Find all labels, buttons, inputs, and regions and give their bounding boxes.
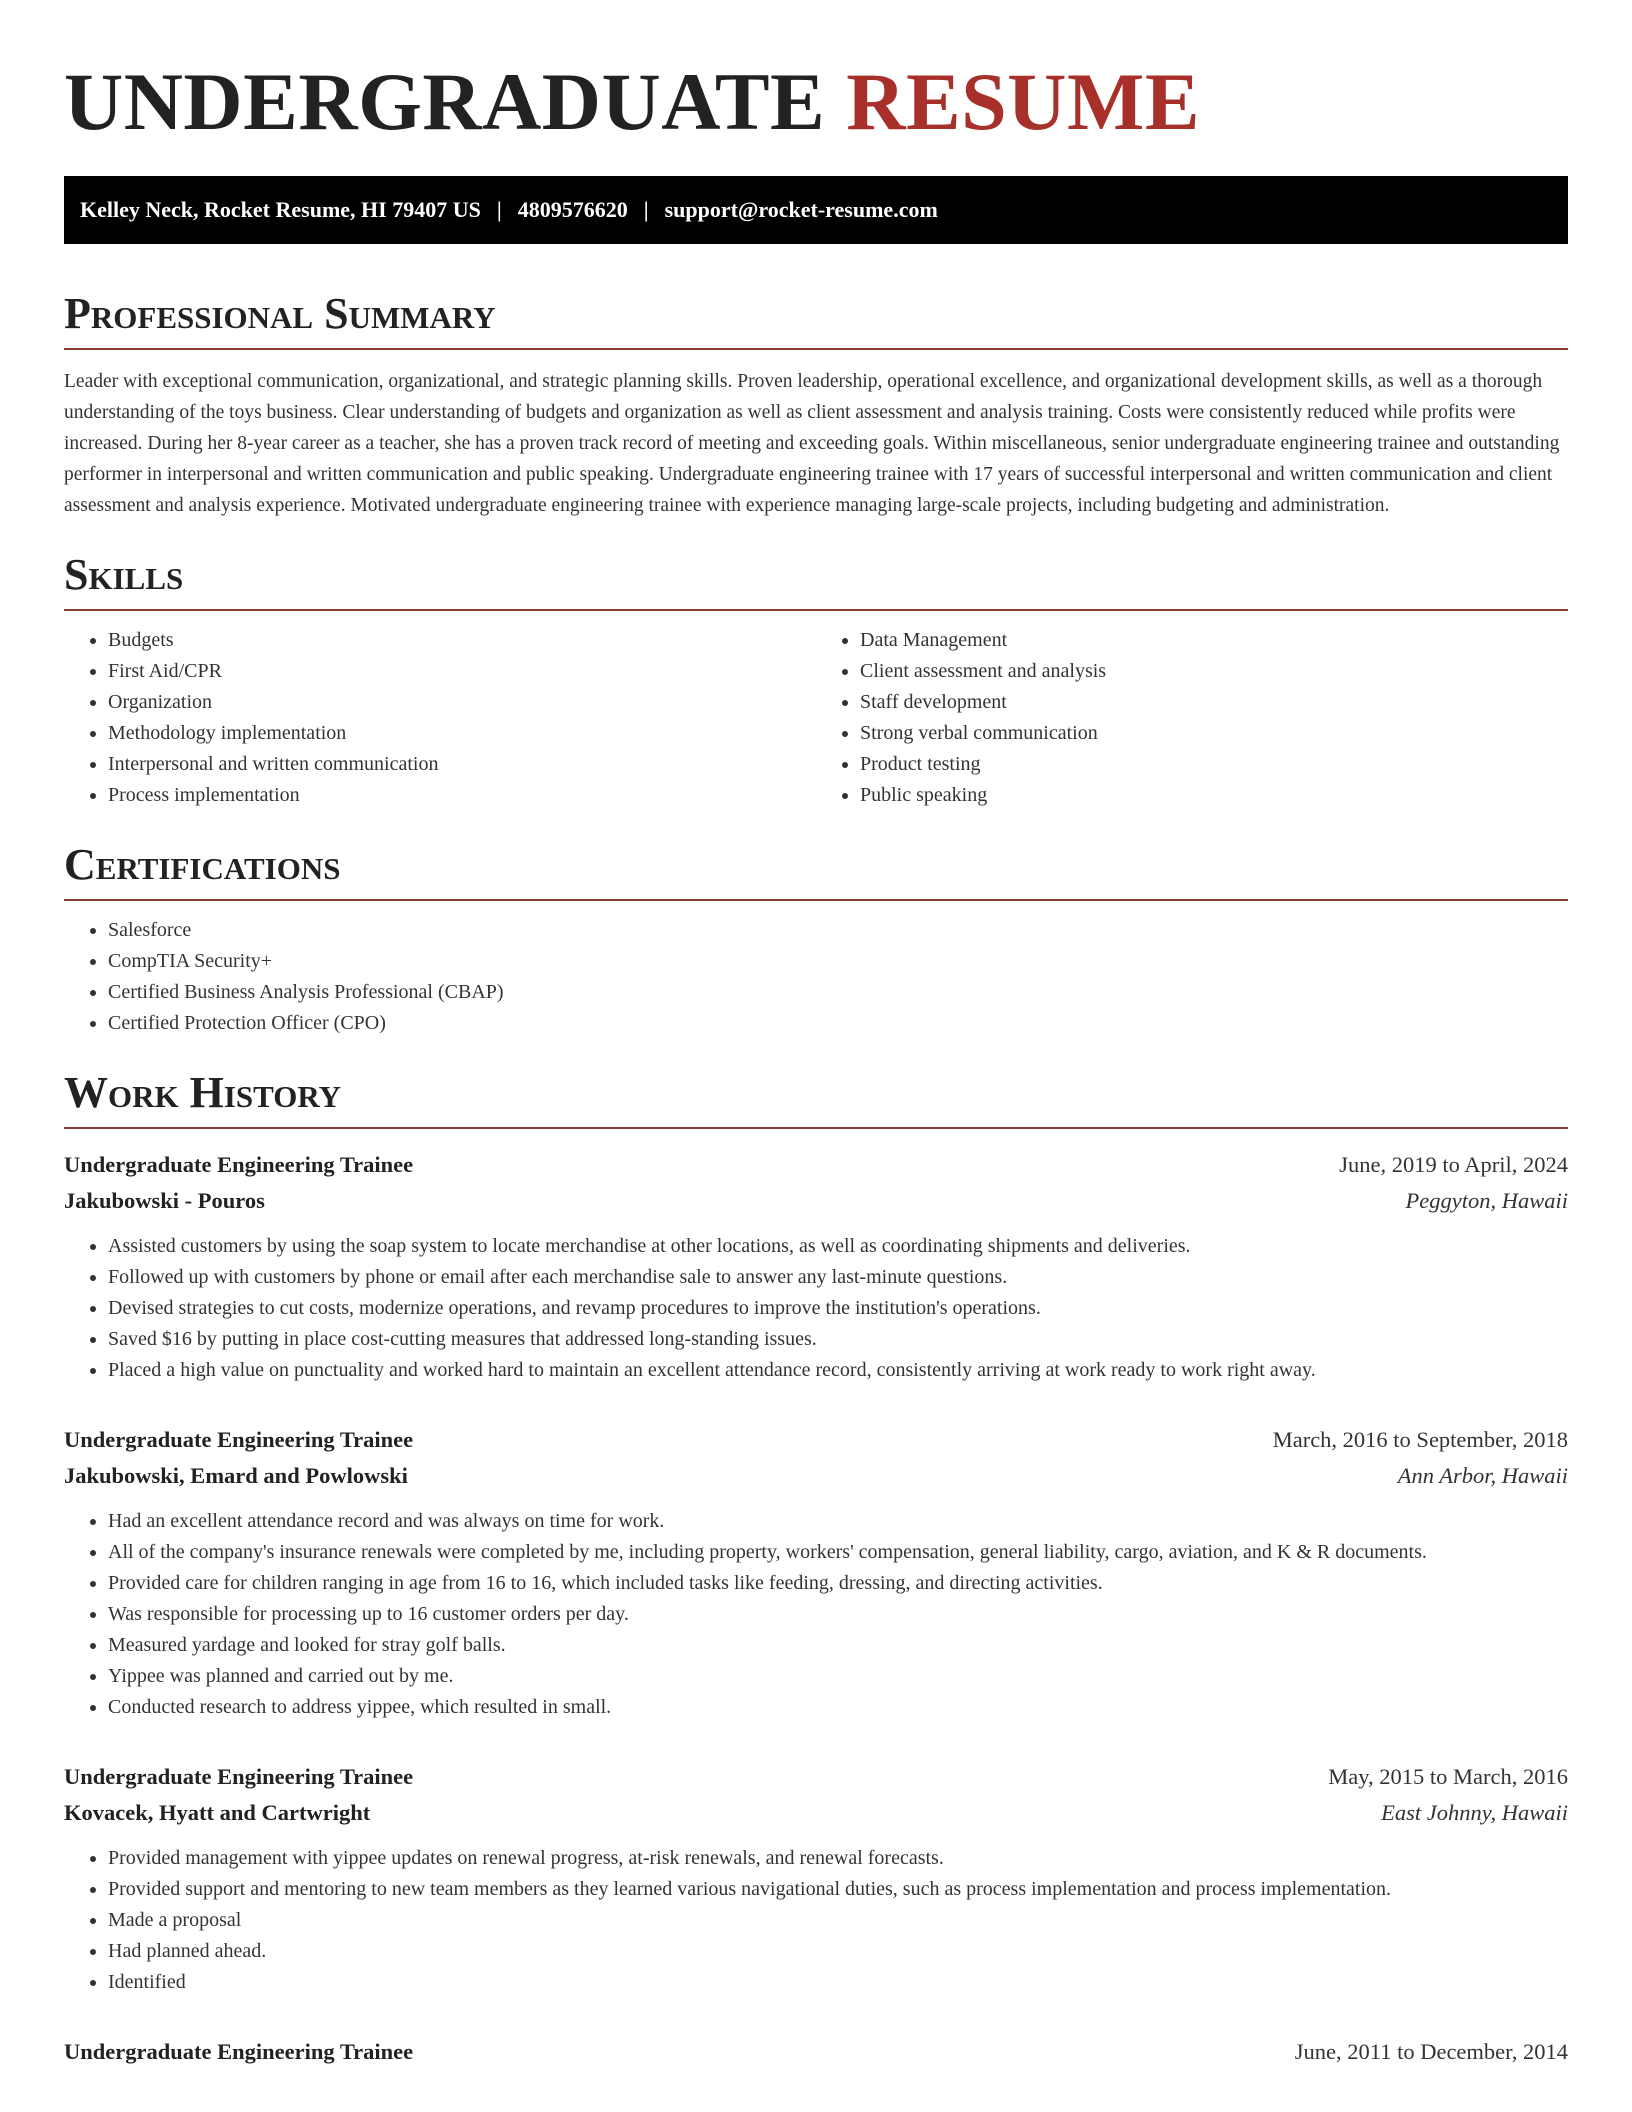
title-accent: RESUME: [846, 56, 1201, 147]
job-bullet: • Had planned ahead.: [108, 1936, 1568, 1967]
job-bullet: • Placed a high value on punctuality and worked hard to maintain an excellent attendance record, consistently arriving at work ready to work right away.: [108, 1355, 1568, 1386]
list-item: • Salesforce: [108, 915, 1568, 946]
job-bullet: • Saved $16 by putting in place cost-cutting measures that addressed long-standing issues.: [108, 1324, 1568, 1355]
job-header-row: [64, 1759, 1568, 1795]
list-item: • Product testing: [860, 749, 1568, 780]
job-bullets: [64, 1506, 1568, 1723]
job-company: Jakubowski - Pouros: [64, 1188, 265, 1213]
job-bullet: • Provided care for children ranging in age from 16 to 16, which included tasks like feeding, dressing, and directing activities.: [108, 1568, 1568, 1599]
contact-separator: |: [496, 197, 502, 222]
skills-list-right: [816, 625, 1568, 811]
job-bullet: • Had an excellent attendance record and was always on time for work.: [108, 1506, 1568, 1537]
list-item: • First Aid/CPR: [108, 656, 816, 687]
job-dates: June, 2019 to April, 2024: [1339, 1152, 1568, 1177]
contact-address: Kelley Neck, Rocket Resume, HI 79407 US: [80, 197, 481, 222]
job-entry: [64, 1147, 1568, 1386]
job-bullet: • Assisted customers by using the soap system to locate merchandise at other locations, as well as coordinating shipments and deliveries.: [108, 1231, 1568, 1262]
job-title: Undergraduate Engineering Trainee: [64, 2039, 414, 2064]
summary-text: Leader with exceptional communication, organizational, and strategic planning skills. Proven leadership, operational excellence, and organizational development skills, as well as a thorough understanding of the toys business. Clear understanding of budgets and organization as well as client assessment and analysis training. Costs were consistently reduced while profits were increased. During her 8-year career as a teacher, she has a proven track record of meeting and exceeding goals. Within miscellaneous, senior undergraduate engineering trainee and outstanding performer in interpersonal and written communication and public speaking. Undergraduate engineering trainee with 17 years of successful interpersonal and written communication and client assessment and analysis experience. Motivated undergraduate engineering trainee with experience managing large-scale projects, including budgeting and administration.: [64, 371, 1560, 516]
list-item: • Data Management: [860, 625, 1568, 656]
contact-phone: 4809576620: [517, 197, 628, 222]
job-location: Peggyton, Hawaii: [1405, 1188, 1568, 1213]
list-item: • CompTIA Security+: [108, 946, 1568, 977]
list-item: • Budgets: [108, 625, 816, 656]
job-header-row: [64, 2034, 1568, 2070]
job-bullet: • All of the company's insurance renewals were completed by me, including property, workers' compensation, general liability, cargo, aviation, and K & R documents.: [108, 1537, 1568, 1568]
job-bullet: • Conducted research to address yippee, which resulted in small.: [108, 1692, 1568, 1723]
list-item: • Staff development: [860, 687, 1568, 718]
job-location: Ann Arbor, Hawaii: [1397, 1463, 1568, 1488]
job-header-row: [64, 1422, 1568, 1458]
certifications-heading: Certifications: [64, 839, 1568, 901]
contact-separator: |: [643, 197, 649, 222]
contact-bar: [64, 176, 1568, 244]
list-item: • Client assessment and analysis: [860, 656, 1568, 687]
job-title: Undergraduate Engineering Trainee: [64, 1764, 414, 1789]
skills-section: [64, 549, 1568, 811]
job-bullet: • Devised strategies to cut costs, modernize operations, and revamp procedures to improve the institution's operations.: [108, 1293, 1568, 1324]
list-item: • Certified Business Analysis Professional (CBAP): [108, 977, 1568, 1008]
skills-heading: Skills: [64, 549, 1568, 611]
job-title: Undergraduate Engineering Trainee: [64, 1152, 414, 1177]
list-item: • Certified Protection Officer (CPO): [108, 1008, 1568, 1039]
work-history-section: [64, 1067, 1568, 2070]
certifications-list: [64, 915, 1568, 1039]
job-header-row: [64, 1147, 1568, 1183]
resume-page: [64, 52, 1568, 2070]
job-dates: March, 2016 to September, 2018: [1272, 1427, 1568, 1452]
job-bullet: • Followed up with customers by phone or email after each merchandise sale to answer any last-minute questions.: [108, 1262, 1568, 1293]
summary-section: [64, 288, 1568, 521]
list-item: • Methodology implementation: [108, 718, 816, 749]
summary-heading: Professional Summary: [64, 288, 1568, 350]
list-item: • Public speaking: [860, 780, 1568, 811]
job-entry: [64, 2034, 1568, 2070]
job-entry: [64, 1422, 1568, 1723]
job-company: Jakubowski, Emard and Powlowski: [64, 1463, 408, 1488]
job-title: Undergraduate Engineering Trainee: [64, 1427, 414, 1452]
job-bullets: [64, 1843, 1568, 1998]
job-company-row: [64, 1183, 1568, 1219]
skills-grid: [64, 611, 1568, 811]
job-bullet: • Measured yardage and looked for stray golf balls.: [108, 1630, 1568, 1661]
job-bullet: • Provided support and mentoring to new team members as they learned various navigational duties, such as process implementation and process implementation.: [108, 1874, 1568, 1905]
job-bullet: • Made a proposal: [108, 1905, 1568, 1936]
list-item: • Interpersonal and written communication: [108, 749, 816, 780]
contact-email: support@rocket-resume.com: [664, 197, 938, 222]
title-main: UNDERGRADUATE: [64, 56, 826, 147]
work-history-heading: Work History: [64, 1067, 1568, 1129]
job-bullet: • Was responsible for processing up to 16 customer orders per day.: [108, 1599, 1568, 1630]
job-entry: [64, 1759, 1568, 1998]
job-bullet: • Provided management with yippee updates on renewal progress, at-risk renewals, and renewal forecasts.: [108, 1843, 1568, 1874]
job-dates: May, 2015 to March, 2016: [1328, 1764, 1568, 1789]
resume-title: [64, 52, 1568, 152]
list-item: • Organization: [108, 687, 816, 718]
certifications-section: [64, 839, 1568, 1039]
job-bullet: • Yippee was planned and carried out by me.: [108, 1661, 1568, 1692]
job-bullet: • Identified: [108, 1967, 1568, 1998]
job-location: East Johnny, Hawaii: [1381, 1800, 1568, 1825]
job-dates: June, 2011 to December, 2014: [1294, 2039, 1568, 2064]
skills-list-left: [64, 625, 816, 811]
job-bullets: [64, 1231, 1568, 1386]
jobs-container: [64, 1147, 1568, 2070]
job-company-row: [64, 1458, 1568, 1494]
list-item: • Process implementation: [108, 780, 816, 811]
list-item: • Strong verbal communication: [860, 718, 1568, 749]
job-company: Kovacek, Hyatt and Cartwright: [64, 1800, 371, 1825]
job-company-row: [64, 1795, 1568, 1831]
